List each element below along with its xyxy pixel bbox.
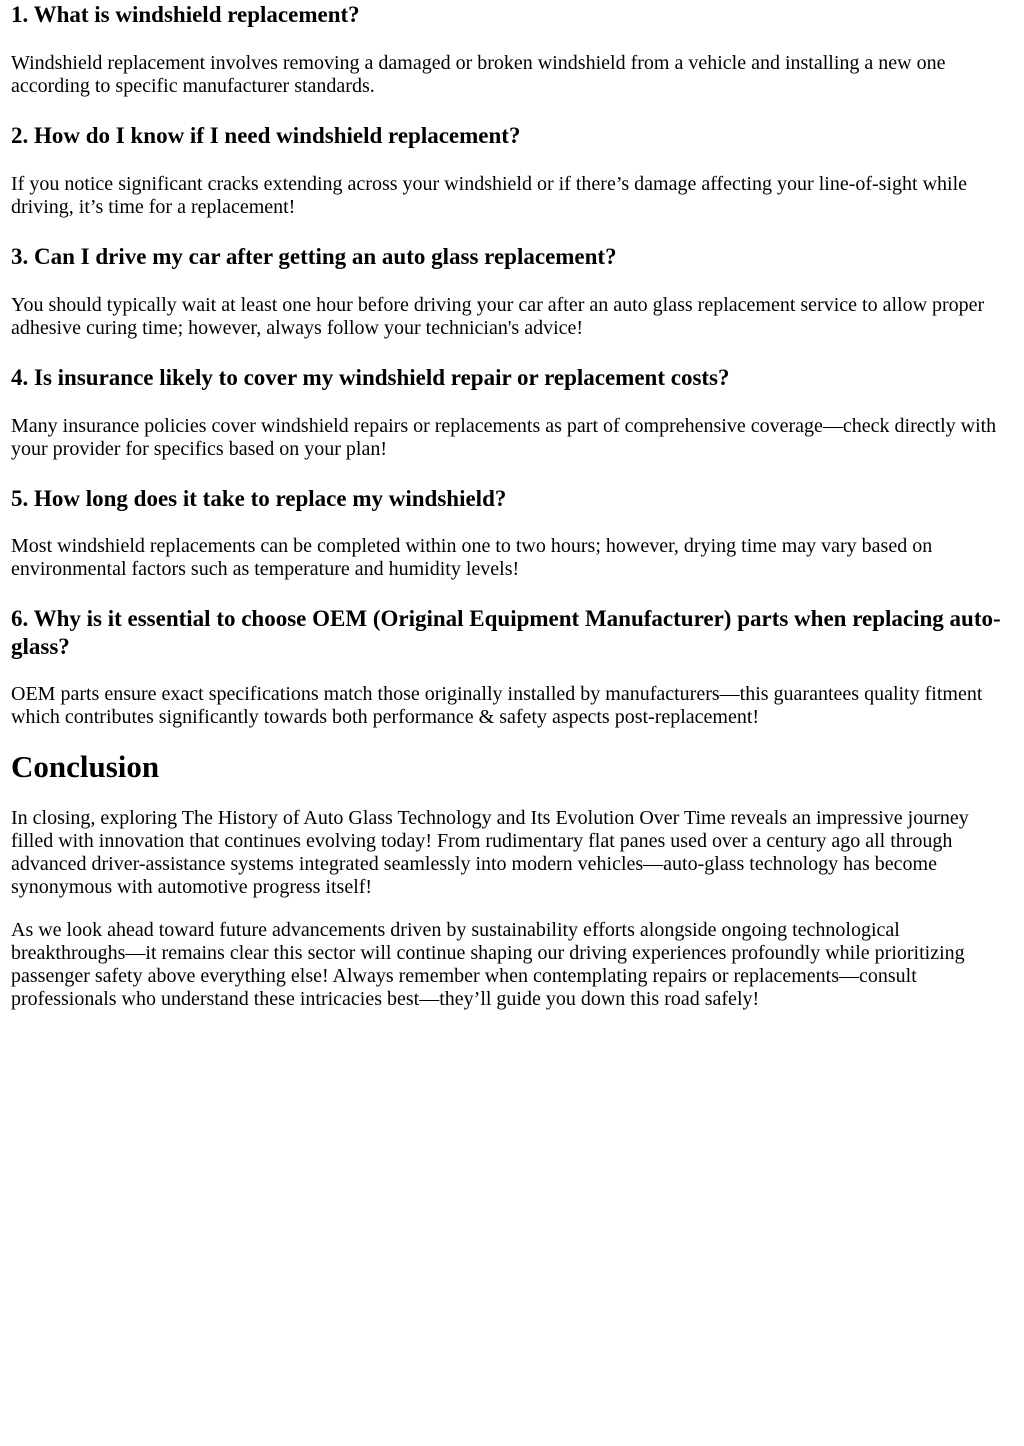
conclusion-paragraph-2: As we look ahead toward future advancements driven by sustainability efforts alongside ongoing technological breakthroughs—it remains clear this sector will continue shaping our driving experiences profoundly while prioritizing passenger safety above everything else! Always remember when contemplating repairs or replacements—consult professionals who understand these intricacies best—they’ll guide you down this road safely! (11, 919, 965, 1010)
faq-answer-1: Windshield replacement involves removing a damaged or broken windshield from a vehicle and installing a new one according to specific manufacturer standards. (11, 52, 946, 97)
faq-answer-4: Many insurance policies cover windshield repairs or replacements as part of comprehensive coverage—check directly with your provider for specifics based on your plan! (11, 415, 997, 460)
faq-answer-2: If you notice significant cracks extending across your windshield or if there’s damage affecting your line-of-sight while driving, it’s time for a replacement! (11, 173, 968, 218)
faq-question-3: 3. Can I drive my car after getting an auto glass replacement? (11, 244, 617, 269)
faq-question-6: 6. Why is it essential to choose OEM (Original Equipment Manufacturer) parts when replacing auto-glass? (11, 606, 1001, 659)
conclusion-paragraph-1: In closing, exploring The History of Auto Glass Technology and Its Evolution Over Time reveals an impressive journey filled with innovation that continues evolving today! From rudimentary flat panes used over a century ago all through advanced driver-assistance systems integrated seamlessly into modern vehicles—auto-glass technology has become synonymous with automotive progress itself! (11, 807, 969, 898)
faq-answer-3: You should typically wait at least one hour before driving your car after an auto glass replacement service to allow proper adhesive curing time; however, always follow your technician's advice! (11, 294, 985, 339)
faq-question-5: 5. How long does it take to replace my windshield? (11, 486, 507, 511)
conclusion-heading: Conclusion (11, 749, 160, 784)
faq-answer-5: Most windshield replacements can be completed within one to two hours; however, drying time may vary based on environmental factors such as temperature and humidity levels! (11, 535, 933, 580)
faq-question-4: 4. Is insurance likely to cover my windshield repair or replacement costs? (11, 365, 730, 390)
faq-question-2: 2. How do I know if I need windshield replacement? (11, 123, 521, 148)
faq-question-1: 1. What is windshield replacement? (11, 2, 360, 27)
faq-answer-6: OEM parts ensure exact specifications match those originally installed by manufacturers—this guarantees quality fitment which contributes significantly towards both performance & safety aspects post-replacement! (11, 683, 983, 728)
